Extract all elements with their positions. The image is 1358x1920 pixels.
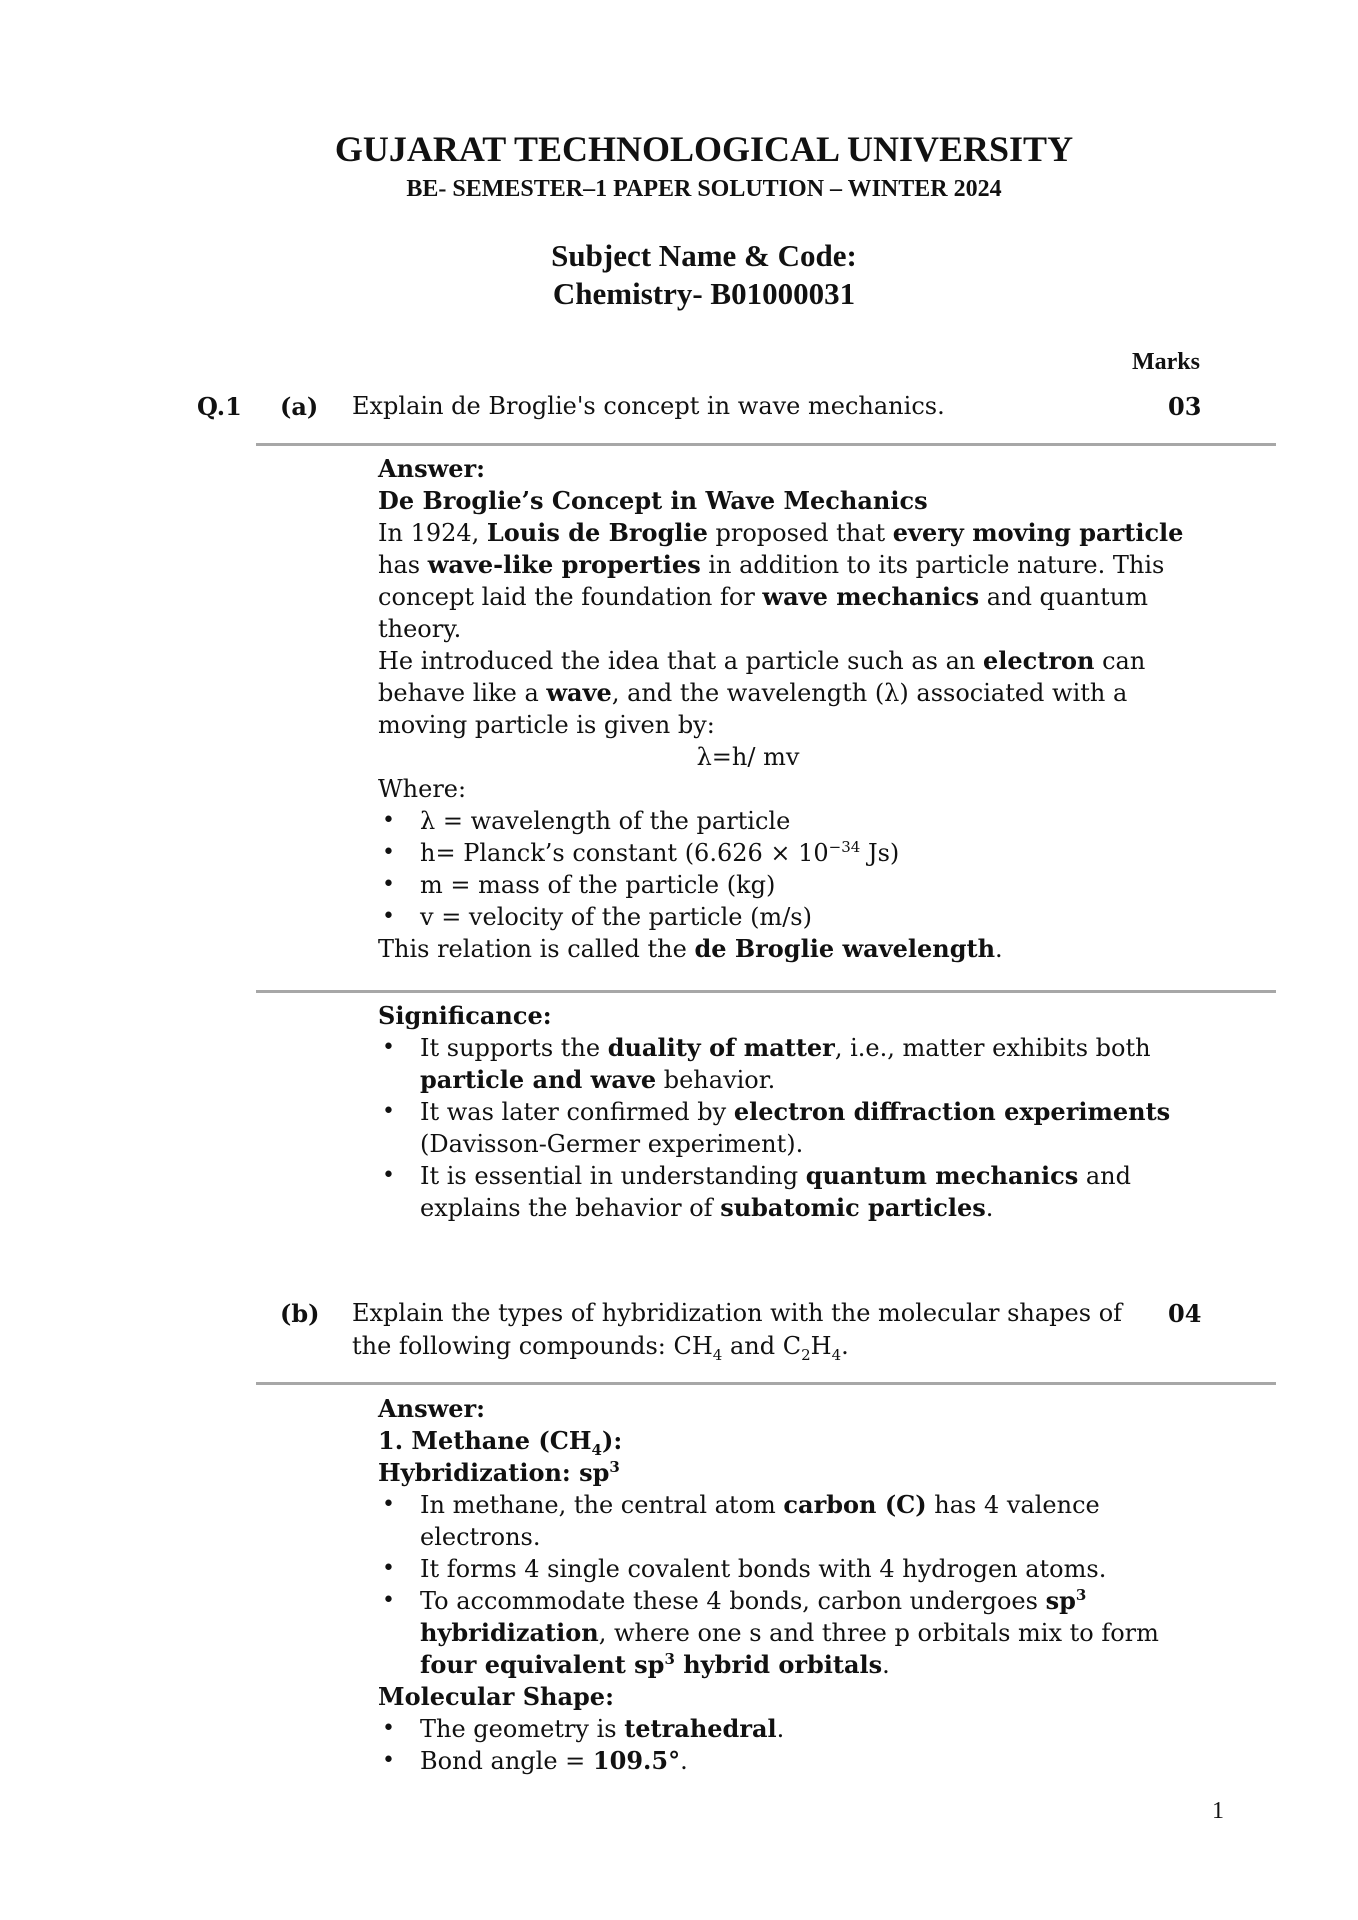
list-item: • m = mass of the particle (kg): [378, 869, 1198, 901]
question-a-text: Explain de Broglie's concept in wave mechanics.: [352, 392, 945, 420]
sub-question-label-a: (a): [280, 392, 319, 421]
divider: [256, 1382, 1276, 1385]
de-broglie-formula: λ=h/ mv: [696, 743, 800, 771]
list-item: • In methane, the central atom carbon (C) has 4 valence electrons.: [378, 1489, 1198, 1553]
subject-name-code: Chemistry- B01000031: [552, 276, 856, 311]
list-item: • v = velocity of the particle (m/s): [378, 901, 1198, 933]
methane-points-list: [378, 1489, 1198, 1681]
list-item: • h= Planck’s constant ($6.626 \times 10^{-34}$ Js): [378, 837, 1198, 869]
page-number: 1: [1212, 1798, 1224, 1824]
answer-heading: De Broglie’s Concept in Wave Mechanics: [378, 486, 928, 515]
answer-label: Answer:: [378, 454, 486, 483]
list-item: • It supports the duality of matter, i.e., matter exhibits both particle and wave behavior.: [378, 1032, 1198, 1096]
answer-paragraph: This relation is called the de Broglie wavelength.: [378, 934, 1003, 963]
hybridization-label: Hybridization: $sp^3$: [378, 1458, 620, 1487]
significance-label: Significance:: [378, 1001, 552, 1030]
divider: [256, 443, 1276, 446]
marks-column-heading: Marks: [1132, 349, 1200, 375]
significance-block: [378, 1000, 1198, 1224]
list-item: • The geometry is tetrahedral.: [378, 1713, 1198, 1745]
answer-paragraph: In 1924, Louis de Broglie proposed that every moving particle has wave-like properties in addition to its particle nature. This concept laid the foundation for wave mechanics and quantum theory.: [378, 518, 1184, 643]
molecular-shape-label: Molecular Shape:: [378, 1682, 614, 1711]
answer-label: Answer:: [378, 1394, 486, 1423]
answer-b-block: [378, 1393, 1198, 1777]
list-item: • It forms 4 single covalent bonds with 4 hydrogen atoms.: [378, 1553, 1198, 1585]
shape-list: [378, 1713, 1198, 1777]
definition-list: [378, 805, 1198, 933]
significance-list: [378, 1032, 1198, 1224]
question-number: Q.1: [197, 392, 242, 421]
list-item: • Bond angle = 109.5°.: [378, 1745, 1198, 1777]
question-b-text: Explain the types of hybridization with the molecular shapes of the following compounds: $CH_4$ and $C_2H_4$.: [352, 1299, 1123, 1364]
answer-a-block: [378, 453, 1198, 965]
list-item: • It was later confirmed by electron diffraction experiments (Davisson-Germer experiment).: [378, 1096, 1198, 1160]
question-a-marks: 03: [1168, 392, 1202, 421]
list-item: • To accommodate these 4 bonds, carbon undergoes $sp^3$ hybridization, where one s and three p orbitals mix to form four equivalent $sp^3$ hybrid orbitals.: [378, 1585, 1198, 1681]
methane-heading: 1. Methane $(CH_4)$:: [378, 1426, 623, 1459]
list-item: • It is essential in understanding quantum mechanics and explains the behavior of subatomic particles.: [378, 1160, 1198, 1224]
list-item: • λ = wavelength of the particle: [378, 805, 1198, 837]
answer-paragraph: He introduced the idea that a particle such as an electron can behave like a wave, and the wavelength (λ) associated with a moving particle is given by:: [378, 646, 1146, 739]
where-label: Where:: [378, 775, 467, 803]
divider: [256, 990, 1276, 993]
question-b-marks: 04: [1168, 1299, 1202, 1328]
exam-title: BE- SEMESTER–1 PAPER SOLUTION – WINTER 2024: [406, 176, 1002, 202]
university-title: GUJARAT TECHNOLOGICAL UNIVERSITY: [334, 129, 1074, 169]
subject-label: Subject Name & Code:: [551, 238, 857, 273]
sub-question-label-b: (b): [280, 1299, 320, 1328]
